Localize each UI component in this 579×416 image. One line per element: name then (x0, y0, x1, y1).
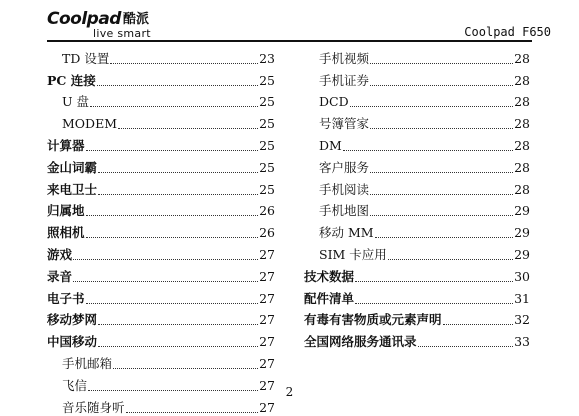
model-name: Coolpad F650 (464, 25, 551, 39)
toc-entry[interactable] (47, 241, 275, 263)
toc-entry-title: DM (319, 137, 342, 153)
toc-leader-dots (443, 315, 514, 325)
toc-entry-page: 28 (514, 116, 530, 132)
toc-entry-page: 32 (514, 312, 530, 328)
toc-entry[interactable] (47, 110, 275, 132)
toc-entry-title: 手机视频 (319, 50, 370, 66)
toc-leader-dots (98, 163, 258, 173)
toc-entry-title: 手机阅读 (319, 181, 370, 197)
toc-leader-dots (86, 141, 259, 151)
toc-entry-title: U 盘 (62, 94, 90, 110)
toc-leader-dots (86, 228, 259, 238)
toc-entry-page: 25 (259, 94, 275, 110)
toc-leader-dots (355, 294, 513, 304)
logo-chinese: 酷派 (123, 12, 150, 27)
toc-entry[interactable] (304, 307, 530, 329)
toc-leader-dots (418, 337, 514, 347)
toc-entry[interactable] (47, 67, 275, 89)
toc-entry-page: 26 (259, 225, 275, 241)
toc-entry[interactable] (47, 285, 275, 307)
toc-entry[interactable] (304, 67, 530, 89)
toc-entry-title: 照相机 (47, 225, 85, 241)
logo-wordmark: Coolpad (47, 9, 121, 29)
toc-leader-dots (355, 272, 513, 282)
toc-entry-page: 27 (259, 377, 275, 393)
toc-entry-title: 音乐随身听 (62, 399, 125, 415)
toc-leader-dots (90, 97, 258, 107)
toc-entry-page: 27 (259, 334, 275, 350)
toc-leader-dots (126, 403, 259, 413)
toc-entry[interactable] (304, 198, 530, 220)
toc-entry[interactable] (304, 241, 530, 263)
toc-right-column (304, 45, 530, 350)
toc-left-column (47, 45, 275, 416)
toc-entry-page: 27 (259, 399, 275, 415)
toc-entry-title: 配件清单 (304, 290, 355, 306)
toc-entry-page: 33 (514, 334, 530, 350)
toc-entry[interactable] (47, 263, 275, 285)
toc-entry-page: 28 (514, 72, 530, 88)
toc-entry-page: 27 (259, 268, 275, 284)
toc-entry[interactable] (304, 110, 530, 132)
toc-entry-page: 23 (259, 50, 275, 66)
toc-leader-dots (86, 294, 259, 304)
toc-entry-title: 中国移动 (47, 334, 98, 350)
toc-entry-page: 27 (259, 312, 275, 328)
toc-leader-dots (370, 206, 513, 216)
toc-entry-page: 30 (514, 268, 530, 284)
toc-entry[interactable] (47, 350, 275, 372)
toc-leader-dots (370, 76, 513, 86)
toc-entry[interactable] (304, 328, 530, 350)
toc-entry-title: PC 连接 (47, 72, 96, 88)
toc-leader-dots (113, 359, 258, 369)
toc-entry-title: TD 设置 (62, 50, 110, 66)
toc-entry[interactable] (304, 132, 530, 154)
toc-entry-title: 全国网络服务通讯录 (304, 334, 417, 350)
toc-entry-page: 29 (514, 246, 530, 262)
toc-entry[interactable] (304, 219, 530, 241)
toc-entry-title: 技术数据 (304, 268, 355, 284)
page-header (0, 0, 579, 44)
toc-entry-page: 27 (259, 355, 275, 371)
toc-entry[interactable] (304, 154, 530, 176)
toc-entry-title: 移动梦网 (47, 312, 98, 328)
toc-leader-dots (343, 141, 513, 151)
toc-entry-page: 29 (514, 203, 530, 219)
toc-entry-page: 31 (514, 290, 530, 306)
toc-entry-page: 25 (259, 159, 275, 175)
toc-entry-title: 手机地图 (319, 203, 370, 219)
toc-entry[interactable] (47, 328, 275, 350)
toc-leader-dots (97, 76, 258, 86)
toc-leader-dots (73, 250, 258, 260)
toc-leader-dots (370, 54, 513, 64)
toc-entry[interactable] (47, 307, 275, 329)
logo-tagline: live smart (93, 27, 151, 40)
toc-entry[interactable] (47, 219, 275, 241)
toc-leader-dots (370, 163, 513, 173)
toc-leader-dots (110, 54, 258, 64)
toc-entry-title: 计算器 (47, 137, 85, 153)
toc-entry-page: 25 (259, 181, 275, 197)
toc-entry-title: 号簿管家 (319, 116, 370, 132)
page-number: 2 (285, 385, 294, 399)
toc-entry[interactable] (304, 45, 530, 67)
toc-entry-title: 客户服务 (319, 159, 370, 175)
toc-entry[interactable] (304, 263, 530, 285)
toc-entry[interactable] (304, 176, 530, 198)
toc-entry[interactable] (304, 285, 530, 307)
toc-entry-title: 录音 (47, 268, 73, 284)
toc-leader-dots (73, 272, 258, 282)
toc-entry-title: DCD (319, 94, 349, 110)
toc-entry-title: MODEM (62, 116, 117, 132)
toc-entry-page: 28 (514, 137, 530, 153)
toc-entry[interactable] (304, 89, 530, 111)
toc-entry[interactable] (47, 132, 275, 154)
toc-entry[interactable] (47, 89, 275, 111)
toc-entry-title: 归属地 (47, 203, 85, 219)
toc-leader-dots (98, 315, 258, 325)
toc-leader-dots (388, 250, 513, 260)
toc-entry-title: 来电卫士 (47, 181, 98, 197)
toc-leader-dots (98, 185, 258, 195)
toc-leader-dots (86, 206, 259, 216)
toc-entry-page: 25 (259, 137, 275, 153)
toc-leader-dots (98, 337, 258, 347)
toc-entry-title: SIM 卡应用 (319, 246, 387, 262)
toc-entry[interactable] (47, 176, 275, 198)
toc-entry-title: 移动 MM (319, 225, 374, 241)
coolpad-logo (47, 11, 197, 41)
toc-leader-dots (375, 228, 514, 238)
toc-entry[interactable] (47, 154, 275, 176)
toc-entry[interactable] (47, 45, 275, 67)
toc-entry-page: 28 (514, 181, 530, 197)
toc-entry-page: 28 (514, 50, 530, 66)
header-rule (47, 40, 532, 42)
toc-entry-page: 28 (514, 159, 530, 175)
toc-entry-title: 手机证券 (319, 72, 370, 88)
toc-entry-title: 飞信 (62, 377, 88, 393)
toc-leader-dots (350, 97, 513, 107)
toc-entry-title: 金山词霸 (47, 159, 98, 175)
toc-entry-title: 游戏 (47, 246, 73, 262)
toc-entry-title: 电子书 (47, 290, 85, 306)
toc-entry-page: 26 (259, 203, 275, 219)
toc-leader-dots (370, 119, 513, 129)
toc-entry-page: 25 (259, 72, 275, 88)
toc-entry-page: 27 (259, 246, 275, 262)
toc-leader-dots (118, 119, 258, 129)
toc-entry-page: 25 (259, 116, 275, 132)
toc-entry-page: 29 (514, 225, 530, 241)
toc-entry-page: 28 (514, 94, 530, 110)
toc-entry-page: 27 (259, 290, 275, 306)
toc-entry-title: 有毒有害物质或元素声明 (304, 312, 442, 328)
toc-leader-dots (370, 185, 513, 195)
toc-entry-title: 手机邮箱 (62, 355, 113, 371)
toc-entry[interactable] (47, 198, 275, 220)
